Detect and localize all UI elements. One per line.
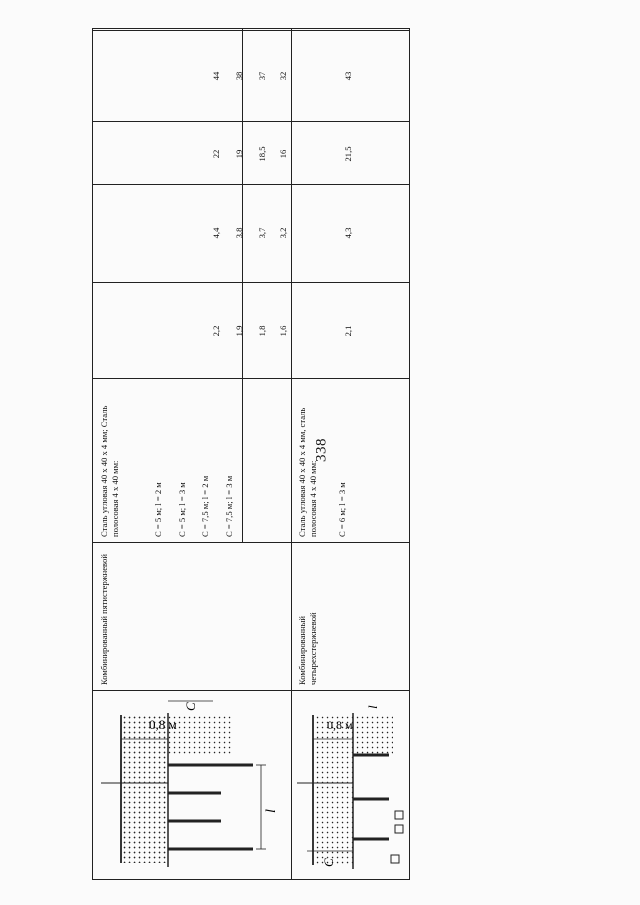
condition: C = 5 м; l = 3 м: [177, 482, 187, 537]
value-cell: 43: [343, 71, 353, 81]
value-cell: 38: [234, 71, 244, 81]
value-cell: 22: [211, 149, 221, 159]
c-label: C: [183, 702, 198, 711]
material-header: Сталь угловая 40 x 40 x 4 мм, сталь полосовая 4 x 40 мм:: [297, 407, 319, 537]
l-label: l: [264, 809, 279, 813]
value-cell: 2,2: [211, 325, 221, 337]
grounding-diagram-five-rod: [93, 691, 291, 879]
condition: C = 7,5 м; l = 2 м: [200, 475, 210, 537]
sub-divider: [242, 29, 243, 543]
type-label: Комбинированный пятистержневой: [99, 554, 109, 685]
condition: C = 6 м; l = 3 м: [337, 482, 347, 537]
rotated-table: [92, 28, 410, 880]
value-cell: 1,6: [278, 325, 288, 337]
value-cell: 1,9: [234, 325, 244, 337]
depth-label: 0,8 м: [149, 717, 177, 732]
condition: C = 5 м; l = 2 м: [153, 482, 163, 537]
page-number: 338: [313, 438, 330, 462]
material-header: Сталь угловая 40 x 40 x 4 мм; Сталь полосовая 4 x 40 мм:: [99, 405, 121, 537]
table-row: [93, 29, 291, 879]
grounding-diagram-four-rod: [291, 691, 409, 879]
type-label: Комбинированный четырехстержневой: [297, 612, 319, 685]
value-cell: 44: [211, 71, 221, 81]
value-cell: 16: [278, 149, 288, 159]
value-cell: 19: [234, 149, 244, 159]
depth-label: 0,8 м: [327, 718, 353, 732]
l-label: l: [365, 705, 380, 709]
c-label: C: [321, 858, 336, 867]
value-cell: 2,1: [343, 325, 353, 337]
value-cell: 37: [257, 71, 267, 81]
condition: C = 7,5 м; l = 3 м: [224, 475, 234, 537]
value-cell: 3,8: [234, 227, 244, 239]
value-cell: 18,5: [257, 146, 267, 162]
value-cell: 4,3: [343, 227, 353, 239]
value-cell: 3,2: [278, 227, 288, 239]
value-cell: 1,8: [257, 325, 267, 337]
value-cell: 21,5: [343, 146, 353, 162]
value-cell: 3,7: [257, 227, 267, 239]
value-cell: 32: [278, 71, 288, 81]
table-row: [291, 29, 409, 879]
value-cell: 4,4: [211, 227, 221, 239]
